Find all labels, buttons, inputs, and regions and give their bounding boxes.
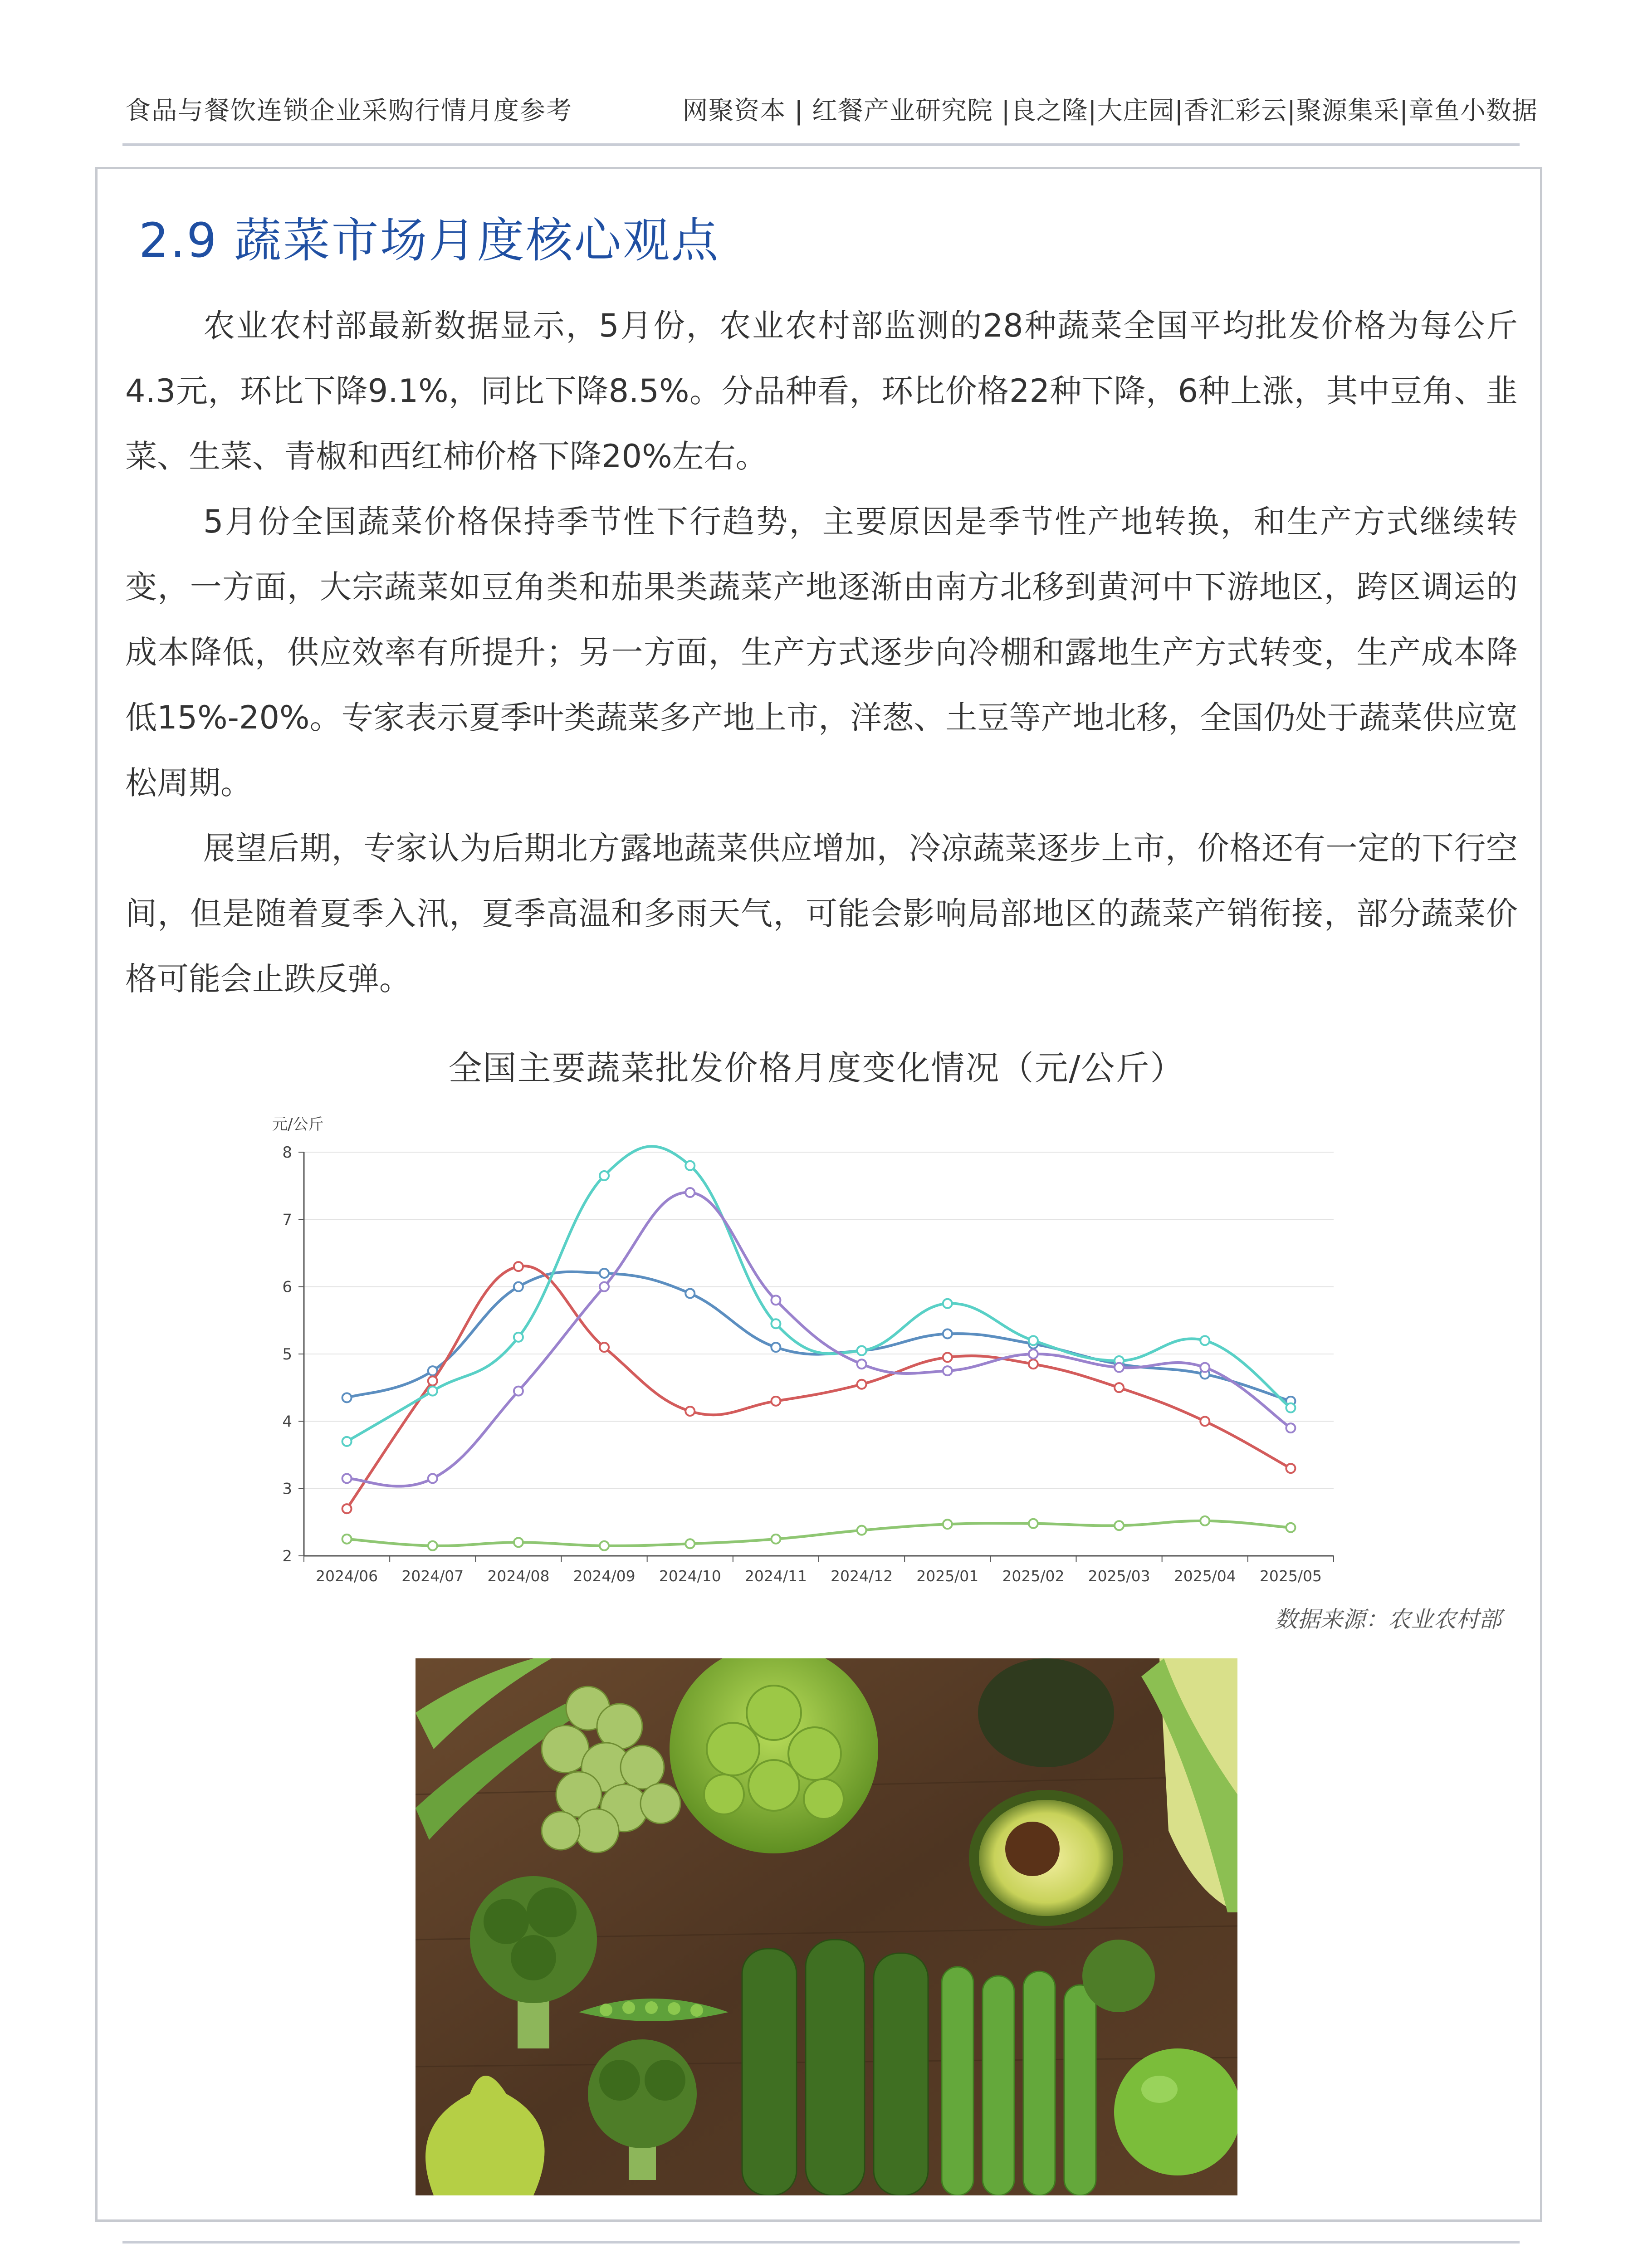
data-point [1200,1363,1209,1372]
data-point [857,1526,866,1535]
x-tick-label: 2025/01 [916,1567,979,1585]
data-point [1200,1336,1209,1345]
data-point [428,1387,437,1396]
data-point [1286,1423,1295,1432]
data-point [342,1474,352,1483]
x-tick-label: 2024/10 [659,1567,721,1585]
x-tick-label: 2025/02 [1002,1567,1065,1585]
series-line-5 [347,1521,1291,1546]
data-point [514,1262,523,1271]
data-point [342,1504,352,1513]
data-point [1200,1516,1209,1525]
x-tick-label: 2024/08 [487,1567,550,1585]
x-tick-label: 2025/04 [1173,1567,1236,1585]
data-point [1029,1359,1038,1369]
footer-divider [122,2241,1520,2244]
y-tick-label: 8 [282,1144,292,1162]
data-point [943,1330,952,1339]
data-point [943,1299,952,1308]
data-point [600,1541,609,1550]
header-publishers: 网聚资本 | 红餐产业研究院 |良之隆|大庄园|香汇彩云|聚源集采|章鱼小数据 [682,96,1538,126]
y-tick-label: 2 [282,1547,292,1565]
y-tick-label: 3 [282,1480,292,1498]
y-axis-label: 元/公斤 [272,1115,324,1134]
data-point [685,1161,694,1170]
data-point [600,1343,609,1352]
y-tick-label: 5 [282,1345,292,1364]
data-point [857,1346,866,1355]
data-point [514,1282,523,1291]
data-point [771,1295,780,1305]
x-tick-label: 2024/07 [401,1567,464,1585]
paragraph-2: 5月份全国蔬菜价格保持季节性下行趋势，主要原因是季节性产地转换，和生产方式继续转变，一方面，大宗蔬菜如豆角类和茄果类蔬菜产地逐渐由南方北移到黄河中下游地区，跨区调运的成本降低，供应效率有所提升；另一方面，生产方式逐步向冷棚和露地生产方式转变，生产成本降低15%-20%。专家表示夏季叶类蔬菜多产地上市，洋葱、土豆等产地北移，全国仍处于蔬菜供应宽松周期。 [125,503,1518,802]
x-tick-label: 2024/12 [831,1567,893,1585]
data-point [342,1393,352,1402]
data-point [771,1535,780,1544]
data-point [1029,1349,1038,1359]
data-point [685,1289,694,1298]
data-point [600,1282,609,1291]
data-point [342,1535,352,1544]
data-point [428,1541,437,1550]
data-point [514,1538,523,1547]
data-point [1200,1417,1209,1426]
data-point [1115,1363,1124,1372]
data-point [685,1539,694,1548]
x-tick-label: 2024/06 [316,1567,378,1585]
data-point [600,1171,609,1180]
y-tick-label: 4 [282,1413,292,1431]
x-tick-label: 2025/05 [1259,1567,1322,1585]
data-point [685,1407,694,1416]
y-tick-label: 6 [282,1278,292,1296]
header-divider [122,143,1520,146]
data-point [771,1343,780,1352]
data-point [428,1474,437,1483]
paragraph-1: 农业农村部最新数据显示，5月份，农业农村部监测的28种蔬菜全国平均批发价格为每公斤4.3元，环比下降9.1%，同比下降8.5%。分品种看，环比价格22种下降，6种上涨，其中豆角、韭菜、生菜、青椒和西红柿价格下降20%左右。 [125,307,1518,475]
price-line-chart [254,1098,1352,1592]
data-point [342,1437,352,1446]
data-point [1286,1464,1295,1473]
paragraph-3: 展望后期，专家认为后期北方露地蔬菜供应增加，冷凉蔬菜逐步上市，价格还有一定的下行空间，但是随着夏季入汛，夏季高温和多雨天气，可能会影响局部地区的蔬菜产销衔接，部分蔬菜价格可能会止跌反弹。 [125,830,1518,997]
x-tick-label: 2024/11 [744,1567,807,1585]
data-point [943,1520,952,1529]
data-point [1029,1336,1038,1345]
y-tick-label: 7 [282,1211,292,1229]
data-point [514,1387,523,1396]
data-point [857,1359,866,1369]
data-point [857,1380,866,1389]
data-point [600,1269,609,1278]
data-point [943,1353,952,1362]
data-point [1286,1523,1295,1532]
data-point [685,1188,694,1197]
x-tick-label: 2024/09 [573,1567,636,1585]
data-point [1115,1383,1124,1392]
data-point [943,1366,952,1375]
x-tick-label: 2025/03 [1088,1567,1150,1585]
data-point [514,1333,523,1342]
vegetables-photo [416,1658,1237,2195]
header-report-title: 食品与餐饮连锁企业采购行情月度参考 [125,96,572,126]
chart-title: 全国主要蔬菜批发价格月度变化情况（元/公斤） [448,1049,1185,1088]
data-point [1029,1519,1038,1528]
section-title: 2.9 蔬菜市场月度核心观点 [139,213,720,268]
data-point [1286,1403,1295,1413]
data-point [428,1376,437,1385]
data-point [771,1397,780,1406]
series-line-4 [347,1193,1291,1486]
series-line-2 [347,1266,1291,1509]
series-line-1 [347,1272,1291,1401]
data-point [771,1319,780,1328]
data-source: 数据来源：农业农村部 [1275,1606,1501,1633]
data-point [1115,1521,1124,1530]
